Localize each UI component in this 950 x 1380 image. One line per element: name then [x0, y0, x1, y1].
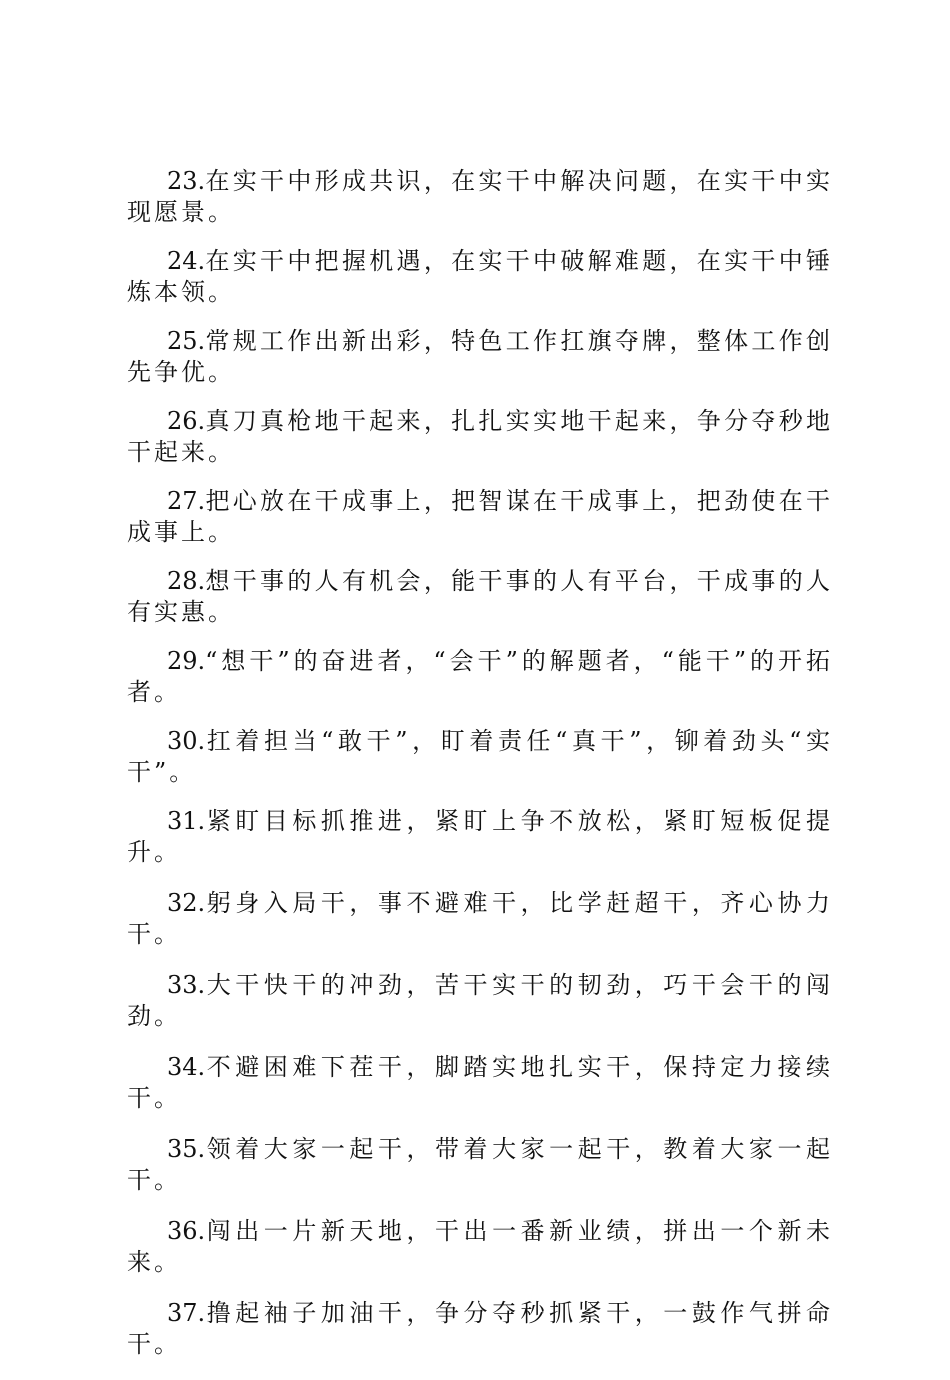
item-text: 闯出一片新天地，干出一番新业绩，拼出一个新未来。 — [127, 1217, 833, 1276]
item-text: 在实干中形成共识，在实干中解决问题，在实干中实现愿景。 — [127, 167, 833, 226]
list-item — [127, 806, 833, 868]
list-item — [127, 1298, 833, 1360]
item-text: 扛着担当“敢干”，盯着责任“真干”，铆着劲头“实干”。 — [127, 727, 833, 786]
item-text: “想干”的奋进者，“会干”的解题者，“能干”的开拓者。 — [127, 647, 833, 706]
list-item — [127, 486, 833, 548]
item-text: 想干事的人有机会，能干事的人有平台，干成事的人有实惠。 — [127, 567, 833, 626]
item-number: 27. — [167, 487, 206, 515]
list-item — [127, 646, 833, 708]
item-number: 34. — [167, 1053, 206, 1081]
item-number: 24. — [167, 247, 206, 275]
item-text: 常规工作出新出彩，特色工作扛旗夺牌，整体工作创先争优。 — [127, 327, 833, 386]
item-number: 35. — [167, 1135, 206, 1163]
list-item — [127, 406, 833, 468]
item-number: 36. — [167, 1217, 206, 1245]
list-item — [127, 566, 833, 628]
item-text: 躬身入局干，事不避难干，比学赶超干，齐心协力干。 — [127, 889, 833, 948]
list-item — [127, 970, 833, 1032]
item-number: 31. — [167, 807, 206, 835]
item-text: 把心放在干成事上，把智谋在干成事上，把劲使在干成事上。 — [127, 487, 833, 546]
list-item — [127, 1216, 833, 1278]
item-text: 紧盯目标抓推进，紧盯上争不放松，紧盯短板促提升。 — [127, 807, 833, 866]
list-item — [127, 726, 833, 788]
item-number: 23. — [167, 167, 206, 195]
list-item — [127, 166, 833, 228]
item-number: 30. — [167, 727, 206, 755]
item-text: 领着大家一起干，带着大家一起干，教着大家一起干。 — [127, 1135, 833, 1194]
item-text: 在实干中把握机遇，在实干中破解难题，在实干中锤炼本领。 — [127, 247, 833, 306]
list-item — [127, 246, 833, 308]
item-number: 33. — [167, 971, 206, 999]
item-number: 29. — [167, 647, 206, 675]
slogan-list — [127, 166, 833, 1380]
item-text: 撸起袖子加油干，争分夺秒抓紧干，一鼓作气拼命干。 — [127, 1299, 833, 1358]
list-item — [127, 888, 833, 950]
list-item — [127, 1134, 833, 1196]
item-number: 28. — [167, 567, 206, 595]
item-number: 37. — [167, 1299, 206, 1327]
item-number: 25. — [167, 327, 206, 355]
list-item — [127, 1052, 833, 1114]
item-number: 26. — [167, 407, 206, 435]
list-item — [127, 326, 833, 388]
item-text: 真刀真枪地干起来，扎扎实实地干起来，争分夺秒地干起来。 — [127, 407, 833, 466]
item-number: 32. — [167, 889, 206, 917]
item-text: 不避困难下茬干，脚踏实地扎实干，保持定力接续干。 — [127, 1053, 833, 1112]
item-text: 大干快干的冲劲，苦干实干的韧劲，巧干会干的闯劲。 — [127, 971, 833, 1030]
